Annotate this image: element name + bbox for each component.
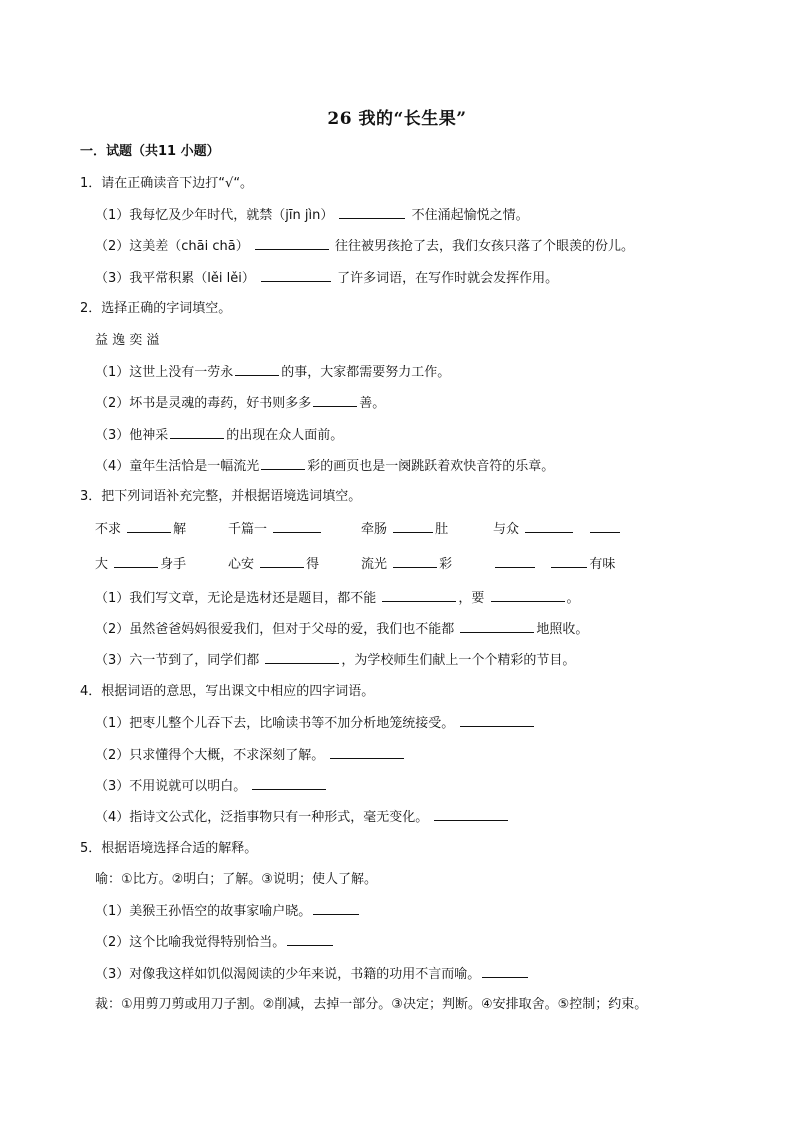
q3-word-7 (361, 555, 452, 574)
q3-word-5-blank[interactable] (114, 555, 158, 568)
q4-item-3 (95, 777, 328, 796)
q5-item-1-text: （1）美猴王孙悟空的故事家喻户晓。 (95, 904, 312, 919)
checkmark-icon: √ (225, 176, 234, 191)
q3-item-1-mid: ，要 (458, 591, 489, 606)
q2-item-1-text: （1）这世上没有一劳永 (95, 365, 234, 380)
q3-item-1-blank-b[interactable] (491, 589, 565, 602)
question-5-stem: 5．根据语境选择合适的解释。 (80, 841, 258, 856)
q2-item-2-text: （2）坏书是灵魂的毒药，好书则多多 (95, 396, 312, 411)
q3-item-3-post: ，为学校师生们献上一个个精彩的节目。 (341, 653, 576, 668)
q5-yu-definitions: 喻：①比方。②明白；了解。③说明；使人了解。 (95, 872, 377, 887)
q3-word-8 (493, 555, 615, 574)
q3-item-1-post: 。 (566, 591, 580, 606)
q3-word-4-blank-b[interactable] (590, 520, 620, 533)
q1-stem-end: “。 (233, 176, 254, 191)
q3-word-5-text: 大 (95, 557, 109, 572)
q5-item-3-text: （3）对像我这样如饥似渴阅读的少年来说，书籍的功用不言而喻。 (95, 967, 481, 982)
q2-item-4-post: 彩的画页也是一阕跳跃着欢快音符的乐章。 (307, 459, 555, 474)
q1-item-1-post: 不住涌起愉悦之情。 (407, 208, 529, 223)
q1-item-2-text: （2）这美差（chāi chā） (95, 239, 249, 254)
q3-word-5-post: 身手 (160, 557, 187, 572)
q1-item-1-blank[interactable] (339, 206, 405, 219)
q3-word-6-blank[interactable] (260, 555, 304, 568)
q3-word-2-blank[interactable] (273, 520, 321, 533)
q5-item-2-blank[interactable] (287, 933, 333, 946)
q3-word-3-blank[interactable] (393, 520, 433, 533)
q4-item-3-text: （3）不用说就可以明白。 (95, 779, 247, 794)
q4-item-3-blank[interactable] (252, 777, 326, 790)
q4-item-4-blank[interactable] (434, 808, 508, 821)
q4-item-1 (95, 714, 536, 733)
q3-word-8-blank-a[interactable] (495, 555, 535, 568)
q1-item-3-post: 了许多词语，在写作时就会发挥作用。 (333, 271, 559, 286)
q1-item-3-blank[interactable] (261, 269, 331, 282)
q3-word-4-blank-a[interactable] (525, 520, 573, 533)
q4-item-2-text: （2）只求懂得个大概，不求深刻了解。 (95, 748, 325, 763)
q1-item-2-blank[interactable] (255, 237, 329, 250)
q3-word-7-blank[interactable] (393, 555, 437, 568)
q2-item-3-blank[interactable] (170, 426, 224, 439)
q2-item-3-post: 的出现在众人面前。 (226, 428, 344, 443)
q1-item-1 (95, 206, 529, 225)
q2-options: 益 逸 奕 溢 (95, 333, 160, 348)
q3-word-4 (493, 520, 622, 539)
q2-item-4-blank[interactable] (261, 457, 305, 470)
q2-item-4 (95, 457, 554, 476)
q2-item-4-text: （4）童年生活恰是一幅流光 (95, 459, 260, 474)
q4-item-2 (95, 746, 406, 765)
q2-item-1-post: 的事，大家都需要努力工作。 (281, 365, 451, 380)
section-heading: 一．试题（共11 小题） (80, 144, 220, 159)
q3-word-2 (228, 520, 323, 539)
q3-word-6-text: 心安 (228, 557, 255, 572)
q4-item-1-text: （1）把枣儿整个儿吞下去，比喻读书等不加分析地笼统接受。 (95, 716, 455, 731)
q2-item-3-text: （3）他神采 (95, 428, 169, 443)
q5-item-1 (95, 902, 361, 921)
q2-item-1 (95, 363, 450, 382)
q3-item-1-text: （1）我们写文章，无论是选材还是题目，都不能 (95, 591, 381, 606)
q3-item-3 (95, 651, 575, 670)
q1-item-1-text: （1）我每忆及少年时代，就禁（jīn jìn） (95, 208, 334, 223)
q3-word-7-post: 彩 (439, 557, 453, 572)
q4-item-4-text: （4）指诗文公式化，泛指事物只有一种形式，毫无变化。 (95, 810, 429, 825)
q3-item-3-text: （3）六一节到了，同学们都 (95, 653, 264, 668)
q3-word-3 (361, 520, 448, 539)
q1-item-2 (95, 237, 634, 256)
q2-item-2-blank[interactable] (313, 394, 357, 407)
question-1-stem (80, 175, 253, 193)
q3-word-4-text: 与众 (493, 522, 520, 537)
q3-word-6-post: 得 (306, 557, 320, 572)
q4-item-4 (95, 808, 510, 827)
q3-word-1-blank[interactable] (127, 520, 171, 533)
q2-item-1-blank[interactable] (235, 363, 279, 376)
q5-item-2-text: （2）这个比喻我觉得特别恰当。 (95, 935, 286, 950)
q3-word-1 (95, 520, 186, 539)
q3-word-5 (95, 555, 186, 574)
q3-word-6 (228, 555, 319, 574)
q5-item-2 (95, 933, 335, 952)
q3-word-3-post: 肚 (435, 522, 449, 537)
q3-item-3-blank[interactable] (265, 651, 339, 664)
q5-item-3 (95, 965, 530, 984)
q3-item-2-blank[interactable] (460, 620, 534, 633)
q3-word-1-post: 解 (173, 522, 187, 537)
q4-item-2-blank[interactable] (330, 746, 404, 759)
q3-word-1-text: 不求 (95, 522, 122, 537)
q2-item-2-post: 善。 (359, 396, 386, 411)
q5-cai-definitions: 裁：①用剪刀剪或用刀子割。②削减，去掉一部分。③决定；判断。④安排取舍。⑤控制；约束。 (95, 997, 648, 1012)
question-2-stem: 2．选择正确的字词填空。 (80, 301, 232, 316)
q3-item-2-post: 地照收。 (536, 622, 589, 637)
q5-item-3-blank[interactable] (482, 965, 528, 978)
q5-item-1-blank[interactable] (313, 902, 359, 915)
q3-word-8-post: 有味 (589, 557, 616, 572)
question-3-stem: 3．把下列词语补充完整，并根据语境选词填空。 (80, 489, 362, 504)
q3-item-2-text: （2）虽然爸爸妈妈很爱我们，但对于父母的爱，我们也不能都 (95, 622, 459, 637)
q3-word-3-text: 牵肠 (361, 522, 388, 537)
q3-word-8-blank-b[interactable] (551, 555, 587, 568)
q2-item-2 (95, 394, 385, 413)
q1-item-3 (95, 269, 558, 288)
q3-word-2-text: 千篇一 (228, 522, 268, 537)
q3-word-7-text: 流光 (361, 557, 388, 572)
question-4-stem: 4．根据词语的意思，写出课文中相应的四字词语。 (80, 684, 375, 699)
q1-item-2-post: 往往被男孩抢了去，我们女孩只落了个眼羡的份儿。 (330, 239, 635, 254)
q3-item-1 (95, 589, 580, 608)
page-title: 26 我的“长生果” (327, 109, 467, 129)
q2-item-3 (95, 426, 343, 445)
q3-item-2 (95, 620, 588, 639)
q3-item-1-blank-a[interactable] (382, 589, 456, 602)
q1-stem-text: 1．请在正确读音下边打“ (80, 176, 226, 191)
q1-item-3-text: （3）我平常积累（lěi lěi） (95, 271, 255, 286)
q4-item-1-blank[interactable] (460, 714, 534, 727)
